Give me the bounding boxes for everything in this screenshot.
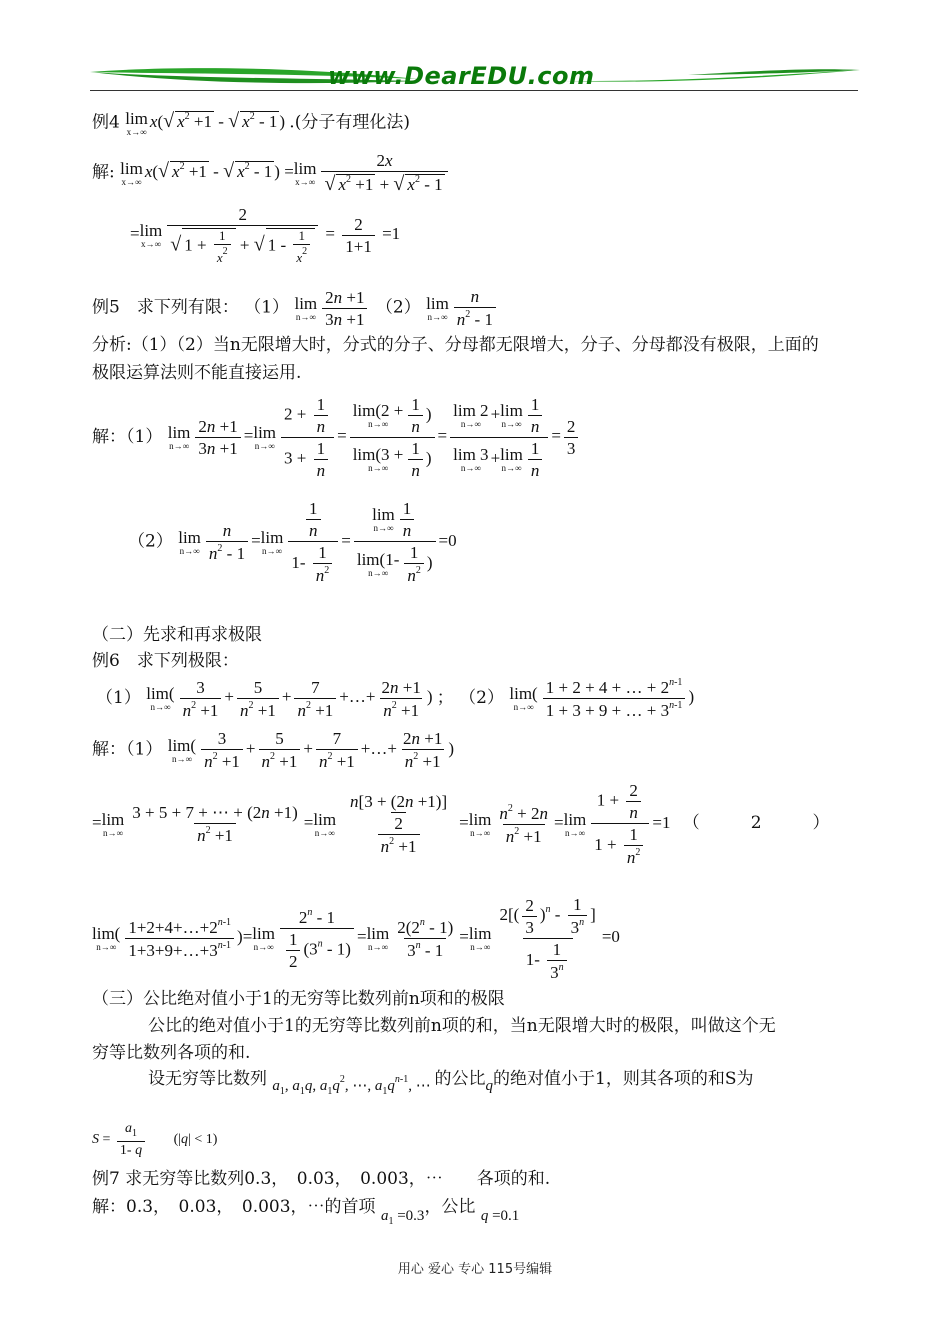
ex4-formula: lim x→∞ x(√ $x^2 +1$ - √ $x^2 - 1$ ) [125, 109, 290, 137]
para2-pre: 设无穷等比数列 [148, 1069, 267, 1089]
geometric-sequence-formula: $a_1$, $a_1q$, $a_1q^2$, ⋯, $a_1q^{n-1}$, ⋯ [272, 1074, 435, 1097]
solution-6-part2 [92, 896, 620, 981]
ratio-q: q [485, 1078, 493, 1094]
first-term-formula: $a_1 =0.3$ [380, 1208, 425, 1227]
sol6-formula-3: lim( n→∞ $\frac{1+2+4+\dots+2^{n-1}}{1+3+9+\dots+3^{n-1}}$ )= lim n→∞ 2$^n$ - 1 $\frac{1}{2}$ (3$^n$ - 1) = lim n→∞ $\frac{2(2^n - 1)}{3^n - 1}$ = lim n→∞ 2[( $\frac{2}{3}$ )$^n$ - $\frac{1}{3^n}$ ] 1- $\frac{1}{3^n}$ =0 [92, 895, 620, 982]
section-2-heading: （二）先求和再求极限 [92, 625, 262, 645]
ex5-formula-1: lim n→∞ $\frac{2n +1}{3n +1}$ [294, 297, 370, 316]
ex6-formula-1: lim( n→∞ $\frac{3}{n^2 +1}$ + $\frac{5}{n^2 +1}$ + $\frac{7}{n^2 +1}$ +…+ $\frac{2n +1}{n^2 +1}$ ) [146, 677, 437, 720]
ex6-separator: ； [436, 687, 454, 708]
ex6-part2-label: （ 2 ） [682, 813, 830, 834]
example-4-label: 例4 [92, 112, 120, 133]
ratio-formula: q =0.1 [480, 1208, 520, 1224]
site-logo-text: www.DearEDU.com [328, 62, 595, 90]
paragraph-2 [148, 1068, 753, 1097]
ex7-ratio-text: ，公比 [424, 1197, 476, 1217]
sol5-p2-label: （2） [128, 531, 173, 552]
sol6-formula-2: = lim n→∞ $\frac{3 + 5 + 7 + \cdots + (2n +1)}{n^2 +1}$ = lim n→∞ $\frac{\frac{n[3 + (2n +1)]}{2}}{n^2 +1}$ = lim n→∞ $\frac{n^2 + 2n}{n^2 +1}$ = lim n→∞ 1 + $\frac{2}{n}$ 1 + $\frac{1}{n^2}$ =1 [92, 781, 675, 867]
ex5-part1-label: （1） [244, 297, 290, 318]
header-rule [90, 90, 858, 91]
analysis-line1: 分析:（1）（2）当n无限增大时，分式的分子、分母都无限增大，分子、分母都没有极限，上面的 [92, 335, 819, 355]
sum-formula: S = $\frac{a_1}{1- q}$ (|q| < 1) [92, 1121, 218, 1158]
para2-post: 的绝对值小于1，则其各项的和S为 [493, 1069, 754, 1089]
ex5-part2-label: （2） [375, 297, 421, 318]
example-5-line [92, 288, 499, 328]
example-6-problems [96, 678, 694, 719]
solution-4-line2 [130, 206, 400, 264]
solution-label: 解: [92, 162, 115, 183]
paragraph-1-line1: 公比的绝对值小于1的无穷等比数列前n项的和，当n无限增大时的极限，叫做这个无 [148, 1016, 776, 1036]
example-4-line [92, 110, 410, 137]
analysis-line2: 极限运算法则不能直接运用. [92, 363, 302, 383]
sol5-formula-1: lim n→∞ $\frac{2n +1}{3n +1}$ = lim n→∞ 2 + $\frac{1}{n}$ 3 + $\frac{1}{n}$ = lim(2 + n→∞ $\frac{1}{n}$ ) lim(3 + n→∞ $\frac{1}{n}$ ) = lim 2 n→∞ + lim n→∞ $\frac{1}{n}$ lim 3 n→∞ + lim n→∞ $\frac{1}{n}$ = $\frac{2}{3}$ [168, 426, 582, 445]
example-7-line: 例7 求无穷等比数列0.3， 0.03， 0.003，⋯ 各项的和. [92, 1169, 551, 1189]
solution-6-part1-line1 [92, 730, 454, 770]
footer-text: 用心 爱心 专心 115号编辑 [397, 1262, 553, 1277]
sol5-formula-2: lim n→∞ $\frac{n}{n^2 - 1}$ = lim n→∞ $\frac{1}{n}$ 1- $\frac{1}{n^2}$ = lim n→∞ $\frac{1}{n}$ lim(1- n→∞ $\frac{1}{n^2}$ ) =0 [178, 499, 457, 585]
ex6-p2-label: （2） [459, 687, 504, 708]
ex7-solution-text: 解：0.3， 0.03， 0.003，⋯的首项 [92, 1197, 376, 1217]
section-3-heading: （三）公比绝对值小于1的无穷等比数列前n项和的极限 [92, 989, 505, 1009]
example-7-solution [92, 1196, 519, 1227]
sol4-formula-1: lim x→∞ x(√ $x^2 +1$ - √ $x^2 - 1$ ) = lim x→∞ $\frac{2x}{√ x^2 +1 + √ x^2 - 1}$ [120, 162, 450, 181]
ex6-solution-label: 解：（1） [92, 739, 163, 760]
ex6-p1-label: （1） [96, 687, 141, 708]
sol4-formula-2: = lim x→∞ 2 √ 1 + $\frac{1}{x^2}$ + √ 1 - $\frac{1}{x^2}$ = $\frac{2}{1+1}$ =1 [130, 205, 401, 265]
solution-5-part1 [92, 396, 581, 479]
example-6-label: 例6 求下列极限： [92, 651, 239, 671]
sol5-p1-label: 解：（1） [92, 426, 163, 447]
paragraph-1-line2: 穷等比数列各项的和. [92, 1043, 251, 1063]
solution-4-line1 [92, 152, 451, 194]
solution-5-part2 [128, 500, 457, 584]
example-4-method: .(分子有理化法) [289, 112, 410, 133]
ex5-formula-2: lim n→∞ $\frac{n}{n^2 - 1}$ [426, 297, 499, 316]
solution-6-part1-line2 [92, 782, 830, 866]
sol6-formula-1: lim( n→∞ $\frac{3}{n^2 +1}$ + $\frac{5}{n^2 +1}$ + $\frac{7}{n^2 +1}$ +…+ $\frac{2n +1}{n^2 +1}$ ) [167, 729, 454, 771]
para2-mid: 的公比 [434, 1069, 486, 1089]
ex6-formula-2: lim( n→∞ $\frac{1 + 2 + 4 + \dots + 2^{n-1}}{1 + 3 + 9 + \dots + 3^{n-1}}$ ) [509, 677, 695, 720]
example-5-label: 例5 求下列有限： [92, 297, 239, 318]
